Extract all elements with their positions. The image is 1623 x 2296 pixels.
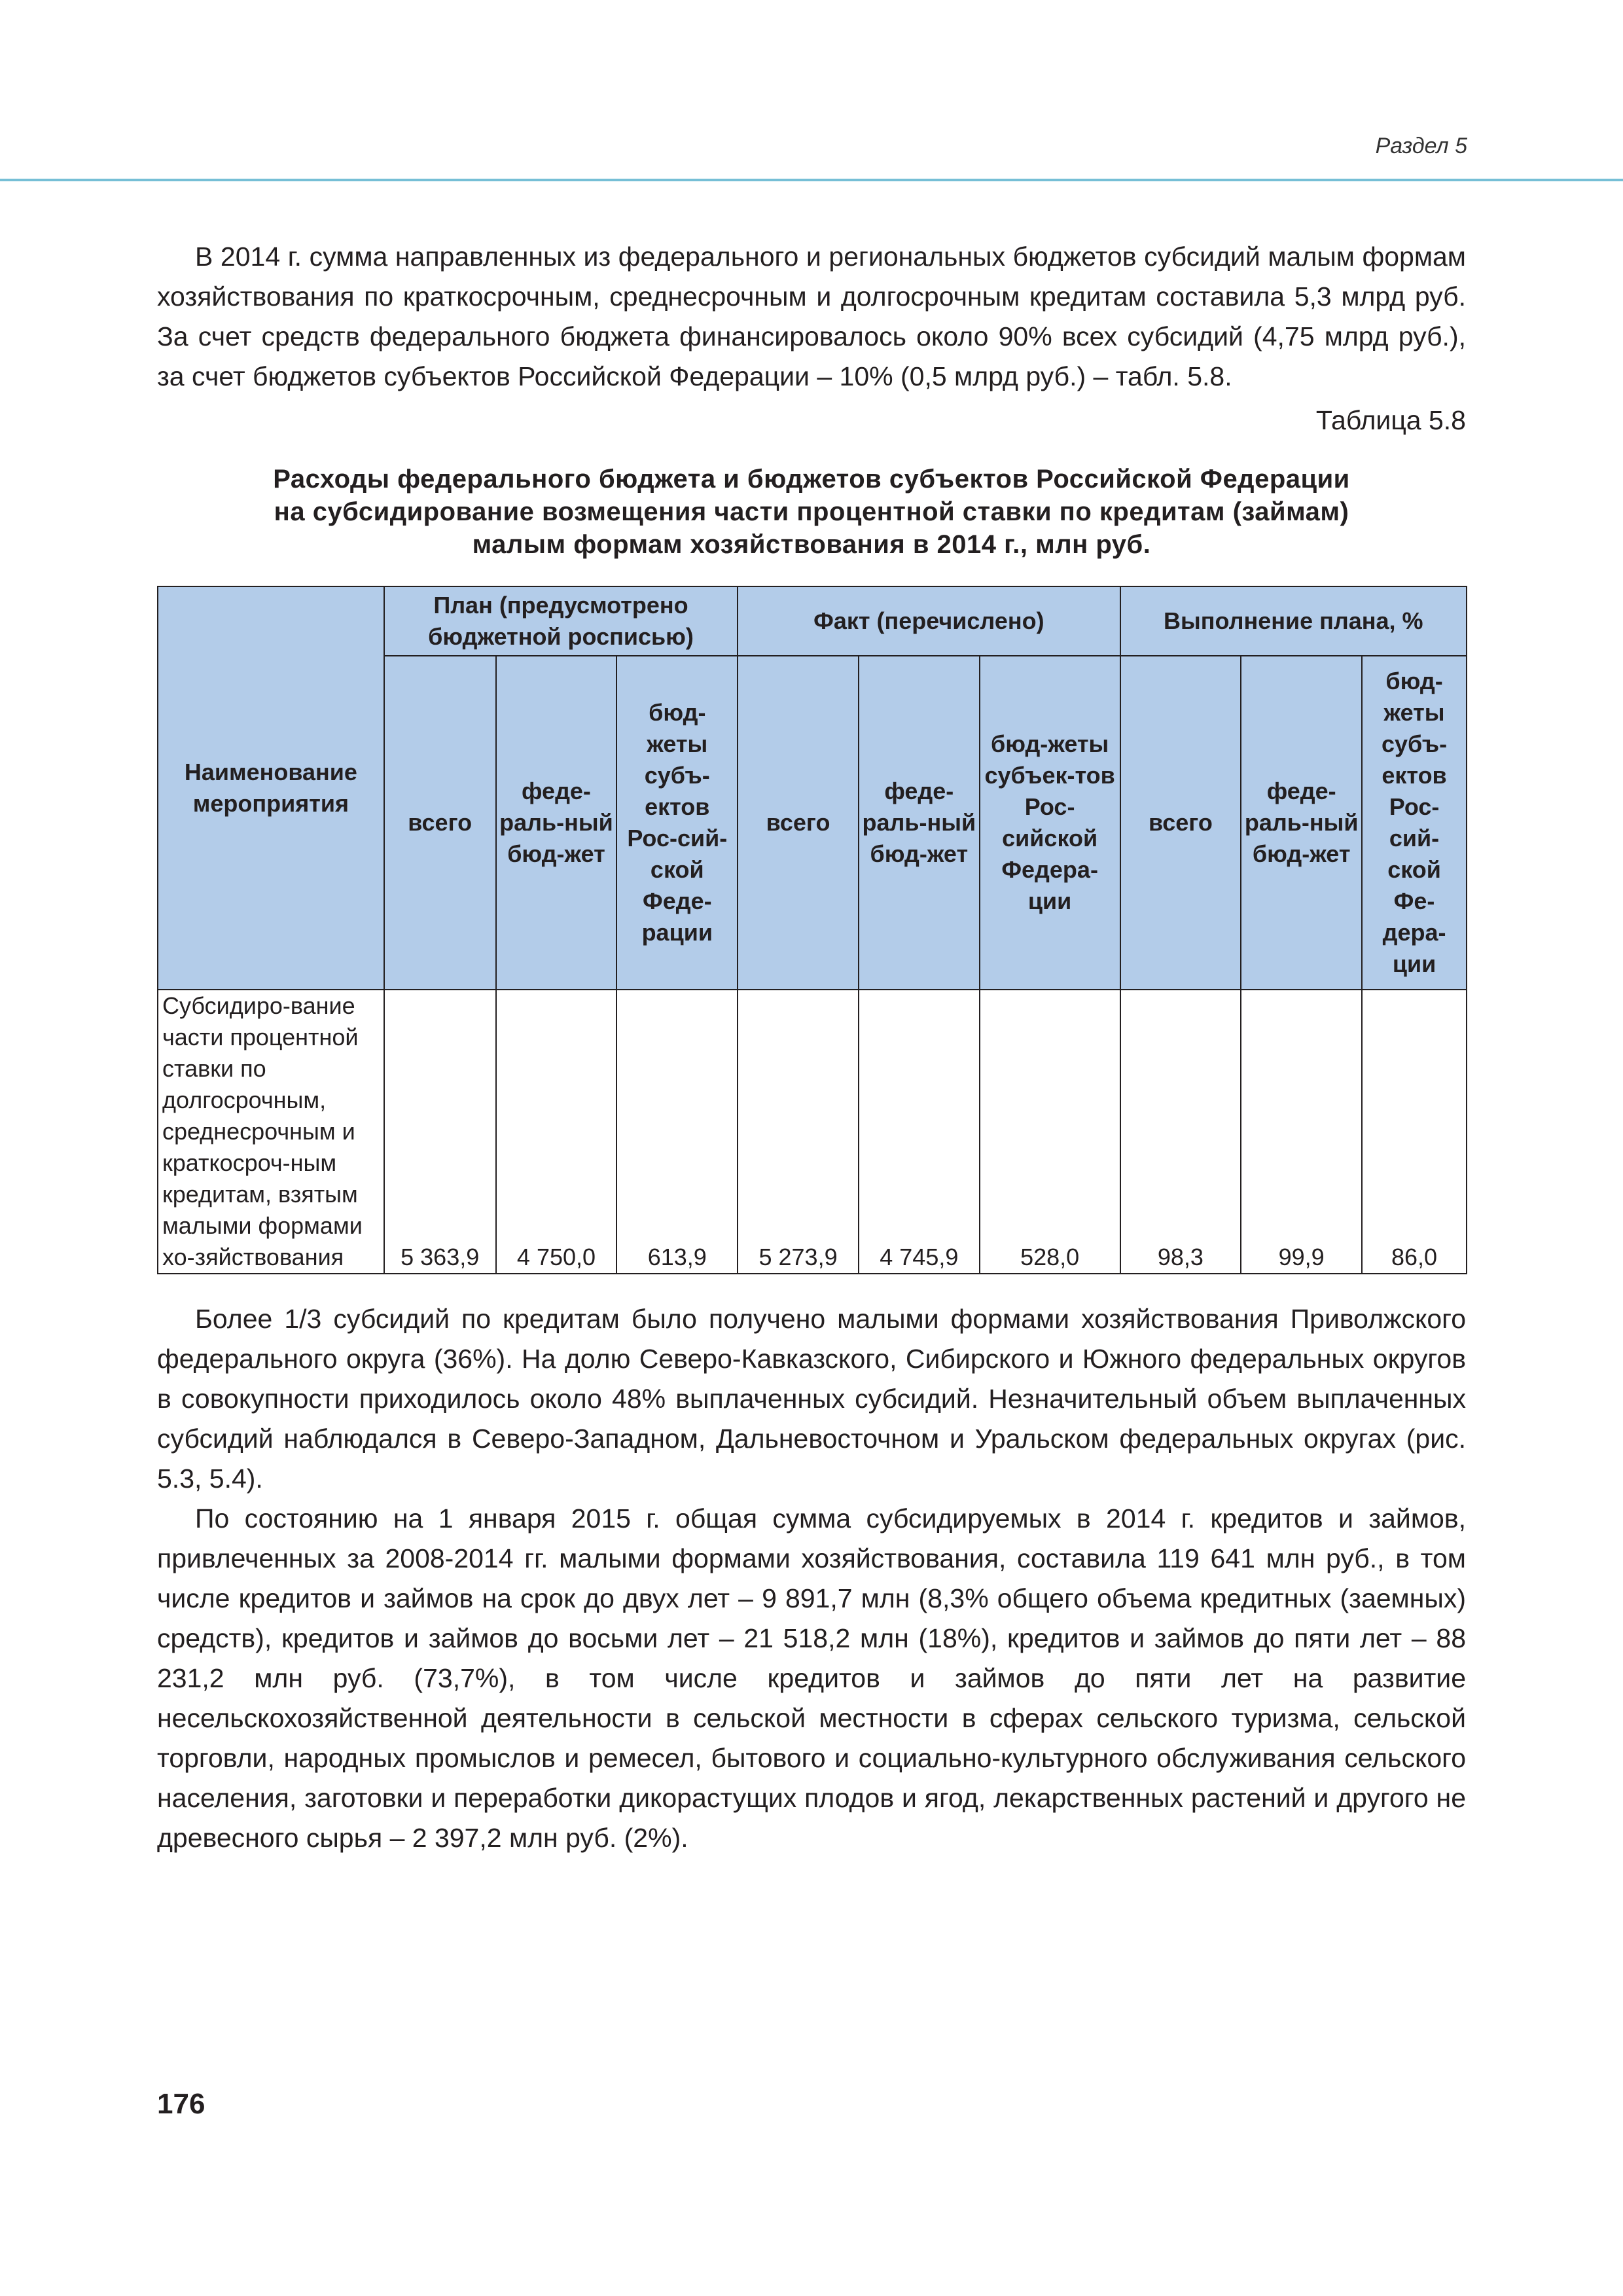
subcolumn-header: феде-раль-ный бюд-жет — [1241, 656, 1362, 990]
subcolumn-header: бюд-жеты субъ-ектов Рос-сий-ской Фе-дера-ции — [1362, 656, 1467, 990]
row-name-cell: Субсидиро-вание части процентной ставки по долгосрочным, среднесрочным и краткосроч-ным кредитам, взятым малыми формами хо-зяйствования — [158, 990, 384, 1274]
table-title-line: Расходы федерального бюджета и бюджетов субъектов Российской Федерации — [273, 465, 1350, 493]
column-header-name: Наименование мероприятия — [158, 586, 384, 990]
table-row — [158, 990, 1467, 1274]
value-cell: 5 273,9 — [738, 990, 859, 1274]
value-cell: 98,3 — [1120, 990, 1241, 1274]
subcolumn-header: всего — [738, 656, 859, 990]
page-number: 176 — [157, 2088, 205, 2120]
value-cell: 613,9 — [616, 990, 738, 1274]
table-title-line: на субсидирование возмещения части процентной ставки по кредитам (займам) — [274, 497, 1349, 526]
value-cell: 5 363,9 — [384, 990, 496, 1274]
subcolumn-header: всего — [384, 656, 496, 990]
group-header-plan: План (предусмотрено бюджетной росписью) — [384, 586, 738, 656]
value-cell: 86,0 — [1362, 990, 1467, 1274]
page-content — [157, 237, 1466, 1858]
value-cell: 99,9 — [1241, 990, 1362, 1274]
value-cell: 4 750,0 — [496, 990, 617, 1274]
group-header-execution: Выполнение плана, % — [1120, 586, 1467, 656]
header-divider — [0, 179, 1623, 181]
section-header: Раздел 5 — [1375, 134, 1467, 158]
table-title — [157, 463, 1466, 561]
body-paragraph: По состоянию на 1 января 2015 г. общая сумма субсидируемых в 2014 г. кредитов и займов, привлеченных за 2008-2014 гг. малыми формами хозяйствования, составила 119 641 млн руб., в том числе кредитов и займов на срок до двух лет – 9 891,7 млн (8,3% общего объема кредитных (заемных) средств), кредитов и займов до восьми лет – 21 518,2 млн (18%), кредитов и займов до пяти лет – 88 231,2 млн руб. (73,7%), в том числе кредитов и займов до пяти лет на развитие несельскохозяйственной деятельности в сельской местности в сферах сельского туризма, сельской торговли, народных промыслов и ремесел, бытового и социально-культурного обслуживания сельского населения, заготовки и переработки дикорастущих плодов и ягод, лекарственных растений и другого не древесного сырья – 2 397,2 млн руб. (2%). — [157, 1503, 1466, 1853]
subcolumn-header: феде-раль-ный бюд-жет — [859, 656, 980, 990]
value-cell: 528,0 — [980, 990, 1120, 1274]
subcolumn-header: феде-раль-ный бюд-жет — [496, 656, 617, 990]
value-cell: 4 745,9 — [859, 990, 980, 1274]
group-header-fact: Факт (перечислено) — [738, 586, 1120, 656]
body-paragraph: Более 1/3 субсидий по кредитам было получено малыми формами хозяйствования Приволжского федерального округа (36%). На долю Северо-Кавказского, Сибирского и Южного федеральных округов в совокупности приходилось около 48% выплаченных субсидий. Незначительный объем выплаченных субсидий наблюдался в Северо-Западном, Дальневосточном и Уральском федеральных округах (рис. 5.3, 5.4). — [157, 1304, 1466, 1494]
table-label: Таблица 5.8 — [1315, 405, 1466, 435]
intro-paragraph: В 2014 г. сумма направленных из федерального и региональных бюджетов субсидий малым формам хозяйствования по краткосрочным, среднесрочным и долгосрочным кредитам составила 5,3 млрд руб. За счет средств федерального бюджета финансировалось около 90% всех субсидий (4,75 млрд руб.), за счет бюджетов субъектов Российской Федерации – 10% (0,5 млрд руб.) – табл. 5.8. — [157, 242, 1466, 391]
subsidy-table — [157, 586, 1467, 1274]
subcolumn-header: всего — [1120, 656, 1241, 990]
table-title-line: малым формам хозяйствования в 2014 г., млн руб. — [472, 530, 1151, 559]
subcolumn-header: бюд-жеты субъ-ектов Рос-сий-ской Феде-рации — [616, 656, 738, 990]
subcolumn-header: бюд-жеты субъек-тов Рос-сийской Федера-ции — [980, 656, 1120, 990]
